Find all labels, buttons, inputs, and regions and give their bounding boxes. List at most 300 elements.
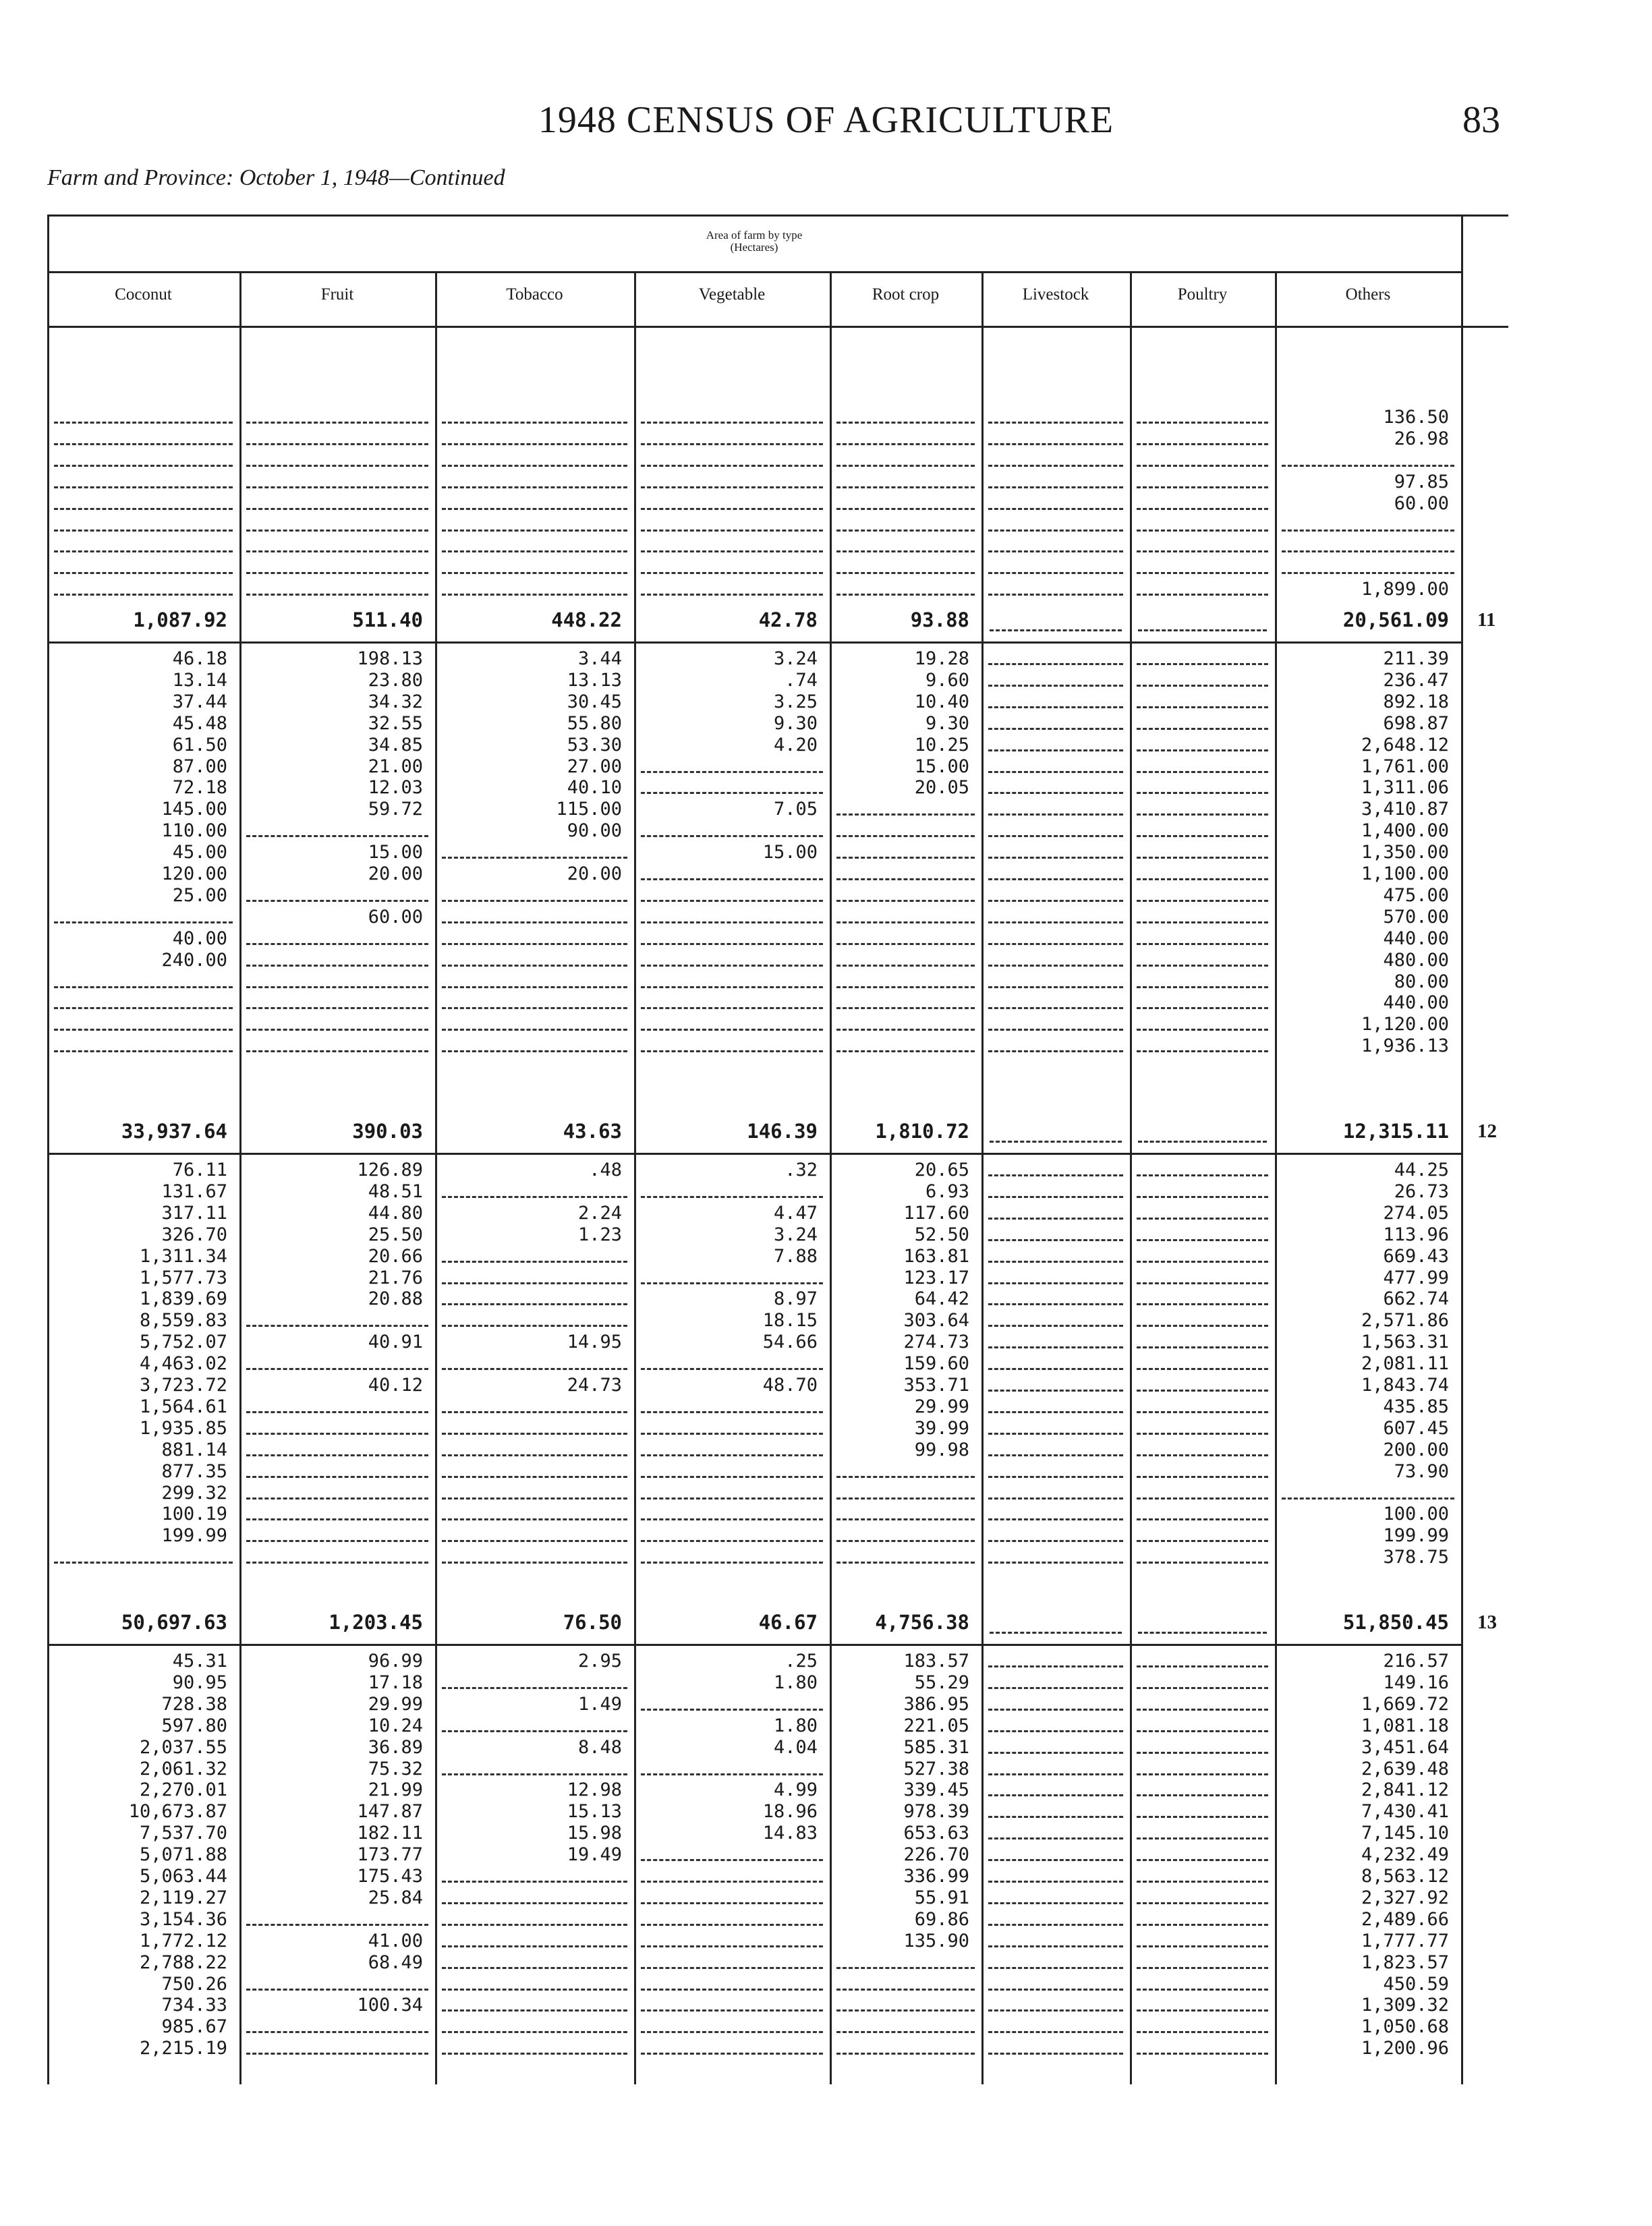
empty-cell-leader <box>836 921 975 923</box>
section-total-cell: 4,756.38 <box>875 1611 969 1634</box>
table-cell: 40.10 <box>567 777 622 799</box>
empty-cell-leader <box>54 572 233 574</box>
table-cell: 24.73 <box>567 1375 622 1396</box>
table-cell: 4.47 <box>773 1202 818 1224</box>
empty-cell-leader <box>1137 1859 1268 1861</box>
table-cell: 120.00 <box>161 863 227 884</box>
empty-cell-leader <box>1137 965 1268 967</box>
empty-cell-leader <box>1137 706 1268 708</box>
empty-cell-leader <box>641 1518 823 1520</box>
empty-cell-leader <box>988 965 1123 967</box>
table-cell: 2,841.12 <box>1361 1779 1449 1801</box>
empty-cell-leader <box>442 1050 627 1052</box>
table-cell: 1,100.00 <box>1361 863 1449 884</box>
table-cell: 3,723.72 <box>139 1375 227 1396</box>
table-cell: 198.13 <box>357 648 423 669</box>
empty-cell-leader <box>836 550 975 552</box>
empty-cell-leader <box>1137 1752 1268 1754</box>
empty-cell-leader <box>641 465 823 467</box>
empty-cell-leader <box>836 2031 975 2033</box>
empty-cell-leader <box>988 771 1123 773</box>
empty-cell-leader <box>442 1773 627 1775</box>
empty-cell-leader <box>1137 878 1268 880</box>
empty-cell-leader <box>988 1303 1123 1305</box>
table-cell: 326.70 <box>161 1224 227 1245</box>
empty-cell-leader <box>442 1196 627 1198</box>
empty-cell-leader <box>246 835 428 837</box>
table-cell: 61.50 <box>172 734 227 755</box>
empty-cell-leader <box>836 443 975 445</box>
empty-cell-leader <box>1137 921 1268 923</box>
table-cell: 163.81 <box>903 1245 969 1267</box>
table-cell: 10.25 <box>914 734 969 755</box>
table-cell: 52.50 <box>914 1224 969 1245</box>
empty-cell-leader <box>442 1881 627 1883</box>
table-cell: 100.19 <box>161 1504 227 1525</box>
empty-cell-leader <box>1137 728 1268 730</box>
empty-cell-leader <box>1137 1967 1268 1969</box>
empty-cell-leader <box>1137 550 1268 552</box>
section-total-cell: 1,203.45 <box>329 1611 423 1634</box>
empty-cell-leader <box>246 1325 428 1327</box>
empty-cell-leader <box>641 572 823 574</box>
table-cell: 881.14 <box>161 1439 227 1460</box>
empty-cell-leader <box>988 486 1123 488</box>
table-cell: 9.30 <box>925 712 969 734</box>
empty-cell-leader <box>641 422 823 424</box>
empty-cell-leader <box>988 685 1123 687</box>
empty-cell-leader <box>442 921 627 923</box>
table-cell: 126.89 <box>357 1160 423 1180</box>
empty-cell-leader <box>1137 1261 1268 1263</box>
empty-cell-leader <box>988 857 1123 859</box>
empty-cell-leader <box>836 1050 975 1052</box>
section-total-cell: 12,315.11 <box>1342 1120 1449 1143</box>
table-cell: 2,081.11 <box>1361 1353 1449 1375</box>
table-cell: 1,400.00 <box>1361 820 1449 842</box>
table-cell: 1,311.34 <box>139 1245 227 1267</box>
section-row-number: 13 <box>1477 1611 1497 1633</box>
empty-cell-leader <box>641 530 823 532</box>
table-cell: 985.67 <box>161 2016 227 2038</box>
empty-cell-leader <box>1137 1794 1268 1796</box>
empty-cell-leader <box>988 2053 1123 2055</box>
empty-cell-leader <box>1137 857 1268 859</box>
empty-cell-leader <box>442 422 627 424</box>
table-cell: 20.00 <box>567 863 622 884</box>
empty-cell-leader <box>836 835 975 837</box>
empty-cell-leader <box>988 706 1123 708</box>
table-cell: 1,935.85 <box>139 1417 227 1439</box>
table-cell: 183.57 <box>903 1651 969 1672</box>
empty-cell-leader <box>836 1540 975 1542</box>
empty-cell-leader <box>641 1029 823 1031</box>
empty-cell-leader <box>641 1902 823 1904</box>
empty-cell-leader <box>988 749 1123 751</box>
empty-cell-leader <box>641 1881 823 1883</box>
empty-cell-leader <box>988 1325 1123 1327</box>
empty-cell-leader <box>442 550 627 552</box>
table-cell: 1,564.61 <box>139 1396 227 1417</box>
table-cell: 2,327.92 <box>1361 1887 1449 1908</box>
table-cell: 10,673.87 <box>128 1801 227 1823</box>
empty-cell-leader <box>1137 1282 1268 1284</box>
empty-cell-leader <box>836 1029 975 1031</box>
empty-cell-leader <box>442 1540 627 1542</box>
table-cell: 1,577.73 <box>139 1267 227 1288</box>
table-cell: 3.24 <box>773 1224 818 1245</box>
section-total-cell: 1,810.72 <box>875 1120 969 1143</box>
table-cell: 585.31 <box>903 1736 969 1758</box>
empty-cell-leader <box>641 1433 823 1435</box>
empty-cell-leader <box>988 1859 1123 1861</box>
empty-cell-leader <box>246 550 428 552</box>
empty-cell-leader <box>54 594 233 596</box>
table-cell: 480.00 <box>1383 949 1449 971</box>
table-cell: 303.64 <box>903 1310 969 1332</box>
empty-cell-leader <box>988 878 1123 880</box>
empty-cell-leader <box>988 1261 1123 1263</box>
empty-cell-leader <box>641 443 823 445</box>
table-cell: .74 <box>785 669 818 691</box>
empty-cell-leader <box>641 1497 823 1500</box>
table-cell: 378.75 <box>1383 1547 1449 1568</box>
table-cell: 3.44 <box>577 648 622 669</box>
table-cell: 87.00 <box>172 755 227 777</box>
empty-cell-leader <box>246 465 428 467</box>
empty-cell-leader <box>54 1562 233 1564</box>
empty-cell-leader <box>442 943 627 945</box>
table-cell: 12.98 <box>567 1779 622 1801</box>
empty-cell-leader <box>1137 2053 1268 2055</box>
empty-cell-leader <box>54 465 233 467</box>
table-cell: 115.00 <box>556 799 622 820</box>
empty-cell-leader <box>641 1562 823 1564</box>
table-cell: 1,899.00 <box>1361 579 1449 600</box>
empty-cell-leader <box>1137 749 1268 751</box>
table-cell: 55.29 <box>914 1672 969 1693</box>
table-cell: 97.85 <box>1394 471 1449 492</box>
empty-cell-leader <box>246 1007 428 1009</box>
column-header-tobacco: Tobacco <box>506 285 563 304</box>
table-cell: 135.90 <box>903 1930 969 1951</box>
empty-cell-leader <box>641 835 823 837</box>
empty-cell-leader <box>1282 550 1454 552</box>
empty-cell-leader <box>988 1794 1123 1796</box>
section-total-cell: 511.40 <box>352 608 423 631</box>
empty-cell-leader <box>836 1967 975 1969</box>
empty-cell-leader <box>990 1141 1122 1143</box>
table-cell: 8,559.83 <box>139 1310 227 1332</box>
table-cell: 339.45 <box>903 1779 969 1801</box>
table-cell: 3,154.36 <box>139 1908 227 1930</box>
empty-cell-leader <box>988 530 1123 532</box>
table-cell: 1,772.12 <box>139 1930 227 1951</box>
empty-cell-leader <box>442 1029 627 1031</box>
empty-cell-leader <box>1137 1730 1268 1732</box>
table-cell: 46.18 <box>172 648 227 669</box>
table-cell: 669.43 <box>1383 1245 1449 1267</box>
empty-cell-leader <box>836 1007 975 1009</box>
empty-cell-leader <box>442 1562 627 1564</box>
empty-cell-leader <box>442 1261 627 1263</box>
table-cell: 25.50 <box>368 1224 423 1245</box>
empty-cell-leader <box>442 594 627 596</box>
table-cell: 440.00 <box>1383 928 1449 949</box>
table-cell: 99.98 <box>914 1439 969 1460</box>
table-cell: 2,648.12 <box>1361 734 1449 755</box>
table-cell: 1.80 <box>773 1672 818 1693</box>
empty-cell-leader <box>988 1454 1123 1456</box>
empty-cell-leader <box>836 1989 975 1991</box>
table-cell: 29.99 <box>368 1693 423 1715</box>
empty-cell-leader <box>1137 1497 1268 1500</box>
empty-cell-leader <box>246 594 428 596</box>
table-cell: 15.13 <box>567 1801 622 1823</box>
empty-cell-leader <box>988 1239 1123 1241</box>
empty-cell-leader <box>988 1562 1123 1564</box>
table-cell: 597.80 <box>161 1715 227 1736</box>
table-cell: 39.99 <box>914 1417 969 1439</box>
column-header-poultry: Poultry <box>1177 285 1228 304</box>
empty-cell-leader <box>1137 1989 1268 1991</box>
empty-cell-leader <box>54 422 233 424</box>
empty-cell-leader <box>442 1497 627 1500</box>
empty-cell-leader <box>836 814 975 816</box>
table-cell: 72.18 <box>172 777 227 799</box>
table-subtitle: Farm and Province: October 1, 1948—Continued <box>47 165 505 190</box>
empty-cell-leader <box>1137 1239 1268 1241</box>
empty-cell-leader <box>1137 1303 1268 1305</box>
empty-cell-leader <box>1137 1837 1268 1839</box>
empty-cell-leader <box>988 2031 1123 2033</box>
empty-cell-leader <box>1137 814 1268 816</box>
table-cell: 54.66 <box>762 1332 818 1353</box>
table-cell: 2,489.66 <box>1361 1908 1449 1930</box>
empty-cell-leader <box>1137 486 1268 488</box>
section-total-cell: 76.50 <box>563 1611 622 1634</box>
empty-cell-leader <box>641 900 823 902</box>
empty-cell-leader <box>442 1007 627 1009</box>
table-cell: 7,145.10 <box>1361 1823 1449 1844</box>
table-cell: 10.24 <box>368 1715 423 1736</box>
empty-cell-leader <box>988 943 1123 945</box>
table-cell: 240.00 <box>161 949 227 971</box>
table-cell: 27.00 <box>567 755 622 777</box>
empty-cell-leader <box>836 530 975 532</box>
column-header-coconut: Coconut <box>115 285 172 304</box>
empty-cell-leader <box>988 1346 1123 1348</box>
empty-cell-leader <box>988 1390 1123 1392</box>
empty-cell-leader <box>641 1773 823 1775</box>
empty-cell-leader <box>988 1497 1123 1500</box>
section-total-cell: 390.03 <box>352 1120 423 1143</box>
empty-cell-leader <box>988 728 1123 730</box>
empty-cell-leader <box>246 1433 428 1435</box>
table-cell: 7,430.41 <box>1361 1801 1449 1823</box>
page-title: 1948 CENSUS OF AGRICULTURE <box>538 99 1114 141</box>
table-cell: .48 <box>589 1160 622 1180</box>
empty-cell-leader <box>641 1282 823 1284</box>
empty-cell-leader <box>641 2031 823 2033</box>
empty-cell-leader <box>246 1562 428 1564</box>
empty-cell-leader <box>988 663 1123 665</box>
empty-cell-leader <box>641 943 823 945</box>
table-cell: 19.28 <box>914 648 969 669</box>
empty-cell-leader <box>988 1924 1123 1926</box>
table-cell: 199.99 <box>161 1525 227 1547</box>
empty-cell-leader <box>442 2009 627 2011</box>
empty-cell-leader <box>641 2009 823 2011</box>
table-cell: 1,120.00 <box>1361 1014 1449 1035</box>
table-cell: 25.84 <box>368 1887 423 1908</box>
empty-cell-leader <box>1137 1368 1268 1370</box>
table-cell: 48.70 <box>762 1375 818 1396</box>
table-cell: 21.76 <box>368 1267 423 1288</box>
empty-cell-leader <box>641 1196 823 1198</box>
empty-cell-leader <box>641 1967 823 1969</box>
empty-cell-leader <box>988 986 1123 988</box>
table-cell: 1,669.72 <box>1361 1693 1449 1715</box>
empty-cell-leader <box>988 1029 1123 1031</box>
table-cell: 100.34 <box>357 1995 423 2016</box>
table-cell: 1,563.31 <box>1361 1332 1449 1353</box>
table-cell: 18.96 <box>762 1801 818 1823</box>
empty-cell-leader <box>988 1540 1123 1542</box>
empty-cell-leader <box>1137 685 1268 687</box>
table-cell: 21.99 <box>368 1779 423 1801</box>
table-cell: 32.55 <box>368 712 423 734</box>
empty-cell-leader <box>641 1007 823 1009</box>
empty-cell-leader <box>836 2009 975 2011</box>
table-cell: 1,200.96 <box>1361 2038 1449 2059</box>
empty-cell-leader <box>246 443 428 445</box>
empty-cell-leader <box>1137 1881 1268 1883</box>
table-cell: 41.00 <box>368 1930 423 1951</box>
table-cell: 8.48 <box>577 1736 622 1758</box>
table-cell: 10.40 <box>914 691 969 712</box>
empty-cell-leader <box>641 1859 823 1861</box>
empty-cell-leader <box>1137 986 1268 988</box>
empty-cell-leader <box>246 572 428 574</box>
table-cell: 440.00 <box>1383 992 1449 1014</box>
table-cell: 750.26 <box>161 1973 227 1995</box>
table-cell: 13.14 <box>172 669 227 691</box>
empty-cell-leader <box>246 943 428 945</box>
section-total-cell: 33,937.64 <box>121 1120 227 1143</box>
empty-cell-leader <box>641 1989 823 1991</box>
table-cell: 26.98 <box>1394 428 1449 449</box>
column-header-others: Others <box>1345 285 1391 304</box>
table-cell: 17.18 <box>368 1672 423 1693</box>
table-cell: 90.00 <box>567 820 622 842</box>
table-cell: 13.13 <box>567 669 622 691</box>
table-cell: 45.31 <box>172 1651 227 1672</box>
empty-cell-leader <box>641 1368 823 1370</box>
empty-cell-leader <box>246 530 428 532</box>
table-cell: 2,061.32 <box>139 1758 227 1779</box>
empty-cell-leader <box>1138 1632 1267 1634</box>
empty-cell-leader <box>988 1196 1123 1198</box>
empty-cell-leader <box>988 1816 1123 1818</box>
empty-cell-leader <box>990 629 1122 631</box>
table-cell: 15.00 <box>762 842 818 863</box>
empty-cell-leader <box>1137 1816 1268 1818</box>
table-cell: 607.45 <box>1383 1417 1449 1439</box>
table-cell: 527.38 <box>903 1758 969 1779</box>
table-cell: .32 <box>785 1160 818 1180</box>
table-cell: 15.00 <box>914 755 969 777</box>
empty-cell-leader <box>988 550 1123 552</box>
empty-cell-leader <box>1282 465 1454 467</box>
empty-cell-leader <box>442 986 627 988</box>
empty-cell-leader <box>246 508 428 510</box>
table-cell: 14.95 <box>567 1332 622 1353</box>
section-row-number: 11 <box>1477 609 1496 631</box>
table-cell: 23.80 <box>368 669 423 691</box>
empty-cell-leader <box>641 878 823 880</box>
empty-cell-leader <box>442 1454 627 1456</box>
empty-cell-leader <box>442 1411 627 1413</box>
table-cell: 44.80 <box>368 1202 423 1224</box>
table-cell: 2,639.48 <box>1361 1758 1449 1779</box>
table-cell: 25.00 <box>172 884 227 906</box>
table-cell: 1,081.18 <box>1361 1715 1449 1736</box>
table-cell: 20.05 <box>914 777 969 799</box>
table-cell: 110.00 <box>161 820 227 842</box>
empty-cell-leader <box>1137 1902 1268 1904</box>
table-cell: 40.12 <box>368 1375 423 1396</box>
empty-cell-leader <box>246 2031 428 2033</box>
super-header <box>47 229 1461 254</box>
empty-cell-leader <box>836 508 975 510</box>
table-cell: 1,761.00 <box>1361 755 1449 777</box>
table-cell: 40.00 <box>172 928 227 949</box>
table-cell: 131.67 <box>161 1180 227 1202</box>
empty-cell-leader <box>442 530 627 532</box>
table-cell: 40.91 <box>368 1332 423 1353</box>
empty-cell-leader <box>246 1497 428 1500</box>
empty-cell-leader <box>1137 443 1268 445</box>
column-header-livestock: Livestock <box>1022 285 1089 304</box>
empty-cell-leader <box>442 1433 627 1435</box>
table-cell: 147.87 <box>357 1801 423 1823</box>
empty-cell-leader <box>246 1476 428 1478</box>
table-cell: 274.73 <box>903 1332 969 1353</box>
table-cell: 734.33 <box>161 1995 227 2016</box>
table-cell: 173.77 <box>357 1844 423 1866</box>
table-cell: 48.51 <box>368 1180 423 1202</box>
table-cell: 117.60 <box>903 1202 969 1224</box>
column-rule <box>1130 271 1132 2084</box>
empty-cell-leader <box>1137 1196 1268 1198</box>
empty-cell-leader <box>641 508 823 510</box>
empty-cell-leader <box>1137 1454 1268 1456</box>
table-cell: 20.66 <box>368 1245 423 1267</box>
table-cell: 113.96 <box>1383 1224 1449 1245</box>
empty-cell-leader <box>1137 771 1268 773</box>
empty-cell-leader <box>246 1989 428 1991</box>
empty-cell-leader <box>442 2031 627 2033</box>
table-cell: 1,823.57 <box>1361 1951 1449 1973</box>
table-cell: 299.32 <box>161 1482 227 1504</box>
empty-cell-leader <box>442 1303 627 1305</box>
table-cell: 5,752.07 <box>139 1332 227 1353</box>
table-cell: 55.80 <box>567 712 622 734</box>
empty-cell-leader <box>836 878 975 880</box>
empty-cell-leader <box>836 900 975 902</box>
table-cell: 45.00 <box>172 842 227 863</box>
